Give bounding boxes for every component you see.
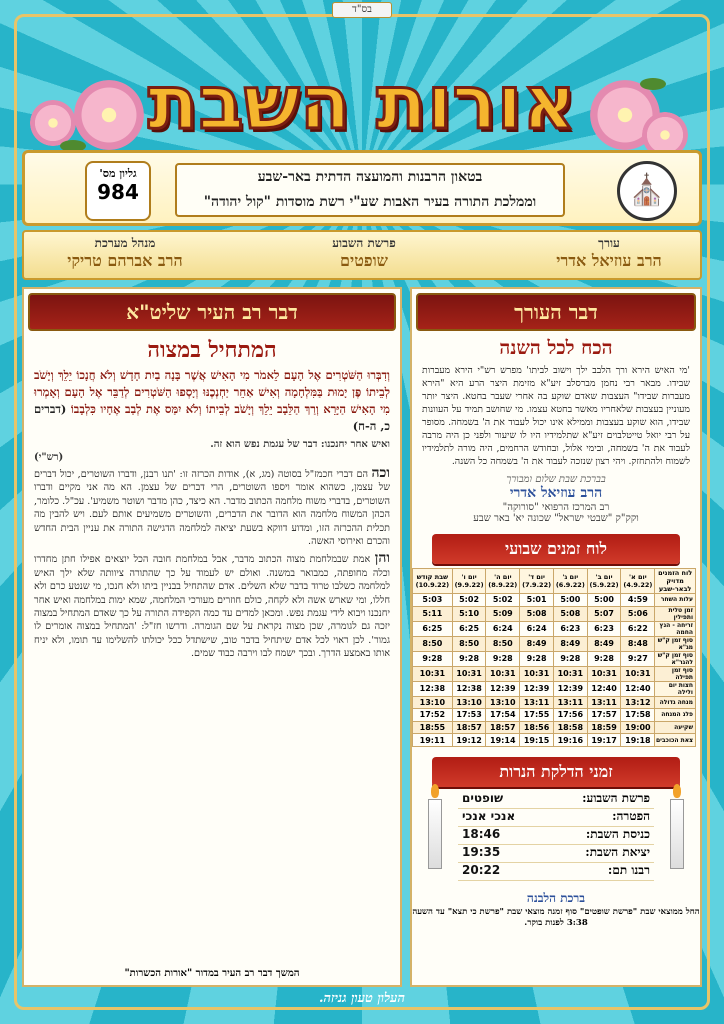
times-cell: 10:31 xyxy=(452,666,486,681)
times-cell: 5:06 xyxy=(621,606,655,621)
candle-row-label: רבנו תם: xyxy=(607,862,650,877)
times-cell: 12:40 xyxy=(621,681,655,696)
times-cell: 19:16 xyxy=(553,734,587,747)
parasha-name: שופטים xyxy=(340,251,388,270)
times-row-label: צאת הכוכבים xyxy=(655,734,696,747)
times-cell: 19:12 xyxy=(452,734,486,747)
times-row xyxy=(413,681,696,696)
day-header: יום ג' (6.9.22) xyxy=(553,569,587,594)
rabbi-paragraph-2 xyxy=(34,552,390,660)
times-cell: 10:31 xyxy=(413,666,453,681)
times-cell: 6:23 xyxy=(553,621,587,636)
times-cell: 8:48 xyxy=(621,636,655,651)
top-label: בס"ד xyxy=(332,2,392,18)
editor-heading: הכח לכל השנה xyxy=(499,337,613,359)
times-cell: 18:55 xyxy=(413,721,453,734)
times-cell: 9:27 xyxy=(621,651,655,666)
times-cell: 10:31 xyxy=(553,666,587,681)
signature-line-1: רב המרכז הרפואי "סורוקה" xyxy=(502,502,610,513)
times-cell: 9:28 xyxy=(413,651,453,666)
footer-note: העלון טעון גניזה. xyxy=(318,991,405,1006)
times-cell: 13:11 xyxy=(520,696,554,709)
leaf-icon xyxy=(640,78,666,90)
times-cell: 5:10 xyxy=(452,606,486,621)
candle-row-value: 20:22 xyxy=(462,862,501,877)
times-ribbon: לוח זמנים שבועי xyxy=(432,534,680,564)
times-cell: 17:58 xyxy=(621,709,655,722)
times-row xyxy=(413,721,696,734)
verse-source: (דברים כ, ה-ח) xyxy=(34,402,390,433)
weekly-times-table xyxy=(412,568,696,747)
times-cell: 12:39 xyxy=(486,681,520,696)
dropcap-1: וכה xyxy=(371,465,390,481)
signature-name: הרב עוזיאל אדרי xyxy=(509,485,603,501)
candle-row-value: 18:46 xyxy=(462,826,501,841)
candle-row-label: יציאת השבת: xyxy=(585,844,650,859)
header-band xyxy=(22,150,702,226)
times-cell: 5:02 xyxy=(452,594,486,607)
editor-role: עורך xyxy=(598,236,620,250)
issue-number: 984 xyxy=(97,180,139,204)
director-name: הרב אברהם טריקי xyxy=(67,251,183,270)
times-row-label: סוף זמן ק"ש מג"א xyxy=(655,636,696,651)
candle-row-label: פרשת השבוע: xyxy=(582,790,650,805)
candle-row xyxy=(458,863,654,881)
times-row xyxy=(413,594,696,607)
dropcap-2: והן xyxy=(374,550,390,567)
times-row-label: חצות יום ולילה xyxy=(655,681,696,696)
issue-label: גליון מס' xyxy=(99,167,137,180)
times-row-label: עלות השחר xyxy=(655,594,696,607)
times-cell: 12:39 xyxy=(553,681,587,696)
paragraph-1-text: הם דברי חכמז"ל בסוטה (מג, א), אודות הכרזה זו: 'תנו רבנן, ודברו השוטרים, יכול דברים של עצמן, כשהוא אומר ויספו השוטרים, הרי דברים של עצמן. הא מה אני מקיים ודברו השוטרים, בדברי משוח מלחמה הכתוב מדבר. הא כיצד, כהן מדבר ושוטר משמיע'. עכ"ל. כלומר, הכהן המשוח מלחמה הוא הדובר את הדברים, והשוטרים משמיעים אותם לעם. ויש להבין מה תכלית ההכרזה הזו, ומדוע דווקא בשעת יציאה למלחמה הדגישה התורה את עניין הבית החדש והכרם ואירוסי האשה. xyxy=(34,469,390,548)
times-cell: 4:59 xyxy=(621,594,655,607)
times-cell: 13:10 xyxy=(486,696,520,709)
editor-signature xyxy=(412,474,700,524)
director-credit xyxy=(40,236,210,271)
times-cell: 8:50 xyxy=(413,636,453,651)
times-cell: 9:28 xyxy=(520,651,554,666)
candles-ribbon: זמני הדלקת הנרות xyxy=(432,757,680,787)
times-cell: 6:23 xyxy=(587,621,621,636)
times-cell: 13:11 xyxy=(553,696,587,709)
candle-row xyxy=(458,845,654,863)
rabbi-heading: המתחיל במצוה xyxy=(147,337,277,363)
times-cell: 10:31 xyxy=(621,666,655,681)
times-row xyxy=(413,606,696,621)
times-cell: 18:58 xyxy=(553,721,587,734)
times-row xyxy=(413,696,696,709)
times-cell: 5:07 xyxy=(587,606,621,621)
times-cell: 5:08 xyxy=(553,606,587,621)
times-cell: 10:31 xyxy=(587,666,621,681)
times-row-label: סוף זמן ק"ש להגר"א xyxy=(655,651,696,666)
times-cell: 8:50 xyxy=(486,636,520,651)
moon-blessing xyxy=(412,891,700,928)
rabbi-column xyxy=(22,287,402,987)
day-header: יום א' (4.9.22) xyxy=(621,569,655,594)
times-row-label: שקיעה xyxy=(655,721,696,734)
times-cell: 17:54 xyxy=(486,709,520,722)
times-cell: 5:09 xyxy=(486,606,520,621)
times-cell: 12:38 xyxy=(452,681,486,696)
rabbi-paragraph-1 xyxy=(34,467,390,548)
times-cell: 5:00 xyxy=(553,594,587,607)
director-role: מנהל מערכת xyxy=(94,236,156,250)
times-cell: 13:10 xyxy=(413,696,453,709)
times-cell: 12:40 xyxy=(587,681,621,696)
day-header: יום ד' (7.9.22) xyxy=(520,569,554,594)
candle-row-value: 19:35 xyxy=(462,844,501,859)
candle-row-value: שופטים xyxy=(462,790,504,805)
times-cell: 19:17 xyxy=(587,734,621,747)
times-cell: 9:28 xyxy=(587,651,621,666)
times-cell: 17:57 xyxy=(587,709,621,722)
times-cell: 8:49 xyxy=(520,636,554,651)
candle-box xyxy=(418,791,694,887)
newsletter-title: אורות השבת xyxy=(147,60,577,146)
times-row xyxy=(413,636,696,651)
credits-bar xyxy=(22,230,702,280)
candle-row-label: הפטרה: xyxy=(612,808,650,823)
times-cell: 6:25 xyxy=(452,621,486,636)
times-cell: 9:28 xyxy=(452,651,486,666)
times-cell: 6:24 xyxy=(520,621,554,636)
times-cell: 19:11 xyxy=(413,734,453,747)
day-header: יום ו' (9.9.22) xyxy=(452,569,486,594)
candle-row xyxy=(458,809,654,827)
candle-list xyxy=(458,791,654,881)
times-cell: 5:08 xyxy=(520,606,554,621)
times-cell: 12:38 xyxy=(413,681,453,696)
times-row-label: מנחה גדולה xyxy=(655,696,696,709)
candle-row-value: אנכי אנכי xyxy=(462,808,516,823)
continued-note: המשך דבר רב העיר במדור "אורות הכשרות" xyxy=(124,968,300,979)
publisher-box xyxy=(175,163,565,217)
paragraph-2-text: אמת שבמלחמת מצוה הכתוב מדבר, אבל במלחמת חובה הכל יוצאים אפילו חתן מחדרו וכלה מחופתה, כמבואר במשנה. ואולם יש לעמוד על כך שהתורה ציוותה שלא ילך האיש למלחמה כשלבו טרוד בדבר שלא השלים. אדם שהתחיל בבניין ביתו ולא חנכו, מי שנטע כרם ולא חללו, ומי שארש אשה ולא לקחה, כולם חוזרים מעורכי המלחמה, שמא ימות במלחמה ואיש אחר יחנכנו ויבוא לידי עגמת נפש. ומכאן למדים עד כמה הקפידה התורה על כך שאדם המתחיל במצוה יזכה גם לגומרה, שכן מצוה נקראת על שם הגומרה. ודרשו חז"ל: 'המתחיל במצוה אומרים לו גמור'. לכן ראוי לכל אדם שיתחיל בדבר טוב, שישתדל ככל יכולתו להשלימו עד תומו, ולא יניח אותו באמצע הדרך. ובכך ישמח לבו וירבה כבוד שמים. xyxy=(34,554,390,660)
candle-row-label: כניסת השבת: xyxy=(585,826,650,841)
issue-box xyxy=(85,161,151,221)
editor-ribbon: דבר העורך xyxy=(416,293,696,331)
times-cell: 19:18 xyxy=(621,734,655,747)
publisher-line-1: בטאון הרבנות והמועצה הדתית באר-שבע xyxy=(257,169,483,185)
candle-row xyxy=(458,791,654,809)
editor-column xyxy=(410,287,702,987)
times-cell: 18:59 xyxy=(587,721,621,734)
times-row xyxy=(413,666,696,681)
editor-text: 'מי האיש הירא ורך הלבב ילך וישוב לביתו' מפרש רש"י הירא מעברות שבידו. מבאר רבי נחמן מברסלב זיע"א מזימת היצר הרע היא "הירא מעברות שבידו" העצבות שאדם שוקע בה אחרי שעבר בחטא. היצר יותר מעוניין בעצבות שלאחריו מאשר בחטא עצמו. מי שחושב תמיד על העוונות שבידו, הוא שוקע בעצבות וממילא אינו יכול לעבוד את ה' בשמחה. מסופר על רבי יואל טייטלבוים זיע"א שתלמידיו היו לו שיעור ולפני כן היה מרבה לעבוד את ה' בשמחה, ובימי אלול, ובחודש הרחמים, היה מורה לתלמידיו לשמוח ולהתחזק. ויהי רצון שנזכה לעבוד את ה' בשמחה כל השנה. xyxy=(422,365,690,467)
rashi-quote xyxy=(34,439,390,450)
times-row xyxy=(413,621,696,636)
parasha-label: פרשת השבוע xyxy=(332,236,396,250)
times-cell: 5:02 xyxy=(486,594,520,607)
times-cell: 19:14 xyxy=(486,734,520,747)
times-cell: 17:53 xyxy=(452,709,486,722)
times-row xyxy=(413,734,696,747)
times-cell: 8:49 xyxy=(553,636,587,651)
quote-text: ואיש אחר יחנכנו: דבר של עגמת נפש הוא זה. xyxy=(210,439,390,450)
publisher-line-2: וממלכת התורה בעיר האבות שע"י רשת מוסדות "קול יהודה" xyxy=(203,194,537,210)
times-row-label: זריחה - הנץ החמה xyxy=(655,621,696,636)
verse-text: וְדִבְּרוּ הַשֹּׁטְרִים אֶל הָעָם לֵאמֹר מִי הָאִישׁ אֲשֶׁר בָּנָה בַיִת חָדָשׁ וְלֹא חֲנָכוֹ יֵלֵךְ וְיָשֹׁב לְבֵיתוֹ פֶּן יָמוּת בַּמִּלְחָמָה וְאִישׁ אַחֵר יַחְנְכֶנּוּ וְיָסְפוּ הַשֹּׁטְרִים לְדַבֵּר אֶל הָעָם וְאָמְרוּ מִי הָאִישׁ הַיָּרֵא וְרַךְ הַלֵּבָב יֵלֵךְ וְיָשֹׁב לְבֵיתוֹ וְלֹא יִמַּס אֶת לְבַב אֶחָיו כִּלְבָבוֹ xyxy=(34,368,390,416)
institution-logo-icon: ⛪ xyxy=(617,161,677,221)
candle-right-icon xyxy=(670,799,684,869)
blessing: בברכת שבת שלום ומבורך xyxy=(506,474,606,485)
day-header: שבת קודש (10.9.22) xyxy=(413,569,453,594)
flower-left-small-icon xyxy=(30,100,76,146)
quote-source: (רש"י) xyxy=(34,452,64,463)
times-row xyxy=(413,651,696,666)
times-cell: 17:55 xyxy=(520,709,554,722)
times-cell: 9:28 xyxy=(553,651,587,666)
times-cell: 10:31 xyxy=(520,666,554,681)
times-cell: 13:10 xyxy=(452,696,486,709)
times-cell: 9:28 xyxy=(486,651,520,666)
times-cell: 17:52 xyxy=(413,709,453,722)
day-header: יום ב' (5.9.22) xyxy=(587,569,621,594)
times-cell: 18:57 xyxy=(452,721,486,734)
times-cell: 12:39 xyxy=(520,681,554,696)
moon-details: החל ממוצאי שבת "פרשת שופטים" סוף זמנה מוצאי שבת "פרשת כי תצא" עד השעה 3:38 לפנות בוקר. xyxy=(412,906,700,928)
times-cell: 5:01 xyxy=(520,594,554,607)
times-cell: 5:03 xyxy=(413,594,453,607)
editor-name: הרב עוזיאל אדרי xyxy=(556,251,662,270)
times-cell: 13:12 xyxy=(621,696,655,709)
times-row-label: זמן טלית ותפילין xyxy=(655,606,696,621)
times-cell: 5:00 xyxy=(587,594,621,607)
parasha-credit xyxy=(289,236,439,271)
times-cell: 10:31 xyxy=(486,666,520,681)
day-header: יום ה' (8.9.22) xyxy=(486,569,520,594)
times-cell: 6:25 xyxy=(413,621,453,636)
moon-title: ברכת הלבנה xyxy=(526,890,586,905)
times-cell: 13:11 xyxy=(587,696,621,709)
editor-credit xyxy=(534,236,684,271)
candle-left-icon xyxy=(428,799,442,869)
times-cell: 6:22 xyxy=(621,621,655,636)
times-cell: 8:50 xyxy=(452,636,486,651)
times-cell: 18:57 xyxy=(486,721,520,734)
times-cell: 5:11 xyxy=(413,606,453,621)
times-cell: 19:15 xyxy=(520,734,554,747)
times-cell: 18:56 xyxy=(520,721,554,734)
times-cell: 19:00 xyxy=(621,721,655,734)
times-row xyxy=(413,709,696,722)
signature-line-2: וקק"ק "שבטי ישראל" שכונה יא' באר שבע xyxy=(473,513,639,524)
times-row-label: סוף זמן תפילה xyxy=(655,666,696,681)
times-cell: 17:56 xyxy=(553,709,587,722)
torah-verse xyxy=(34,367,390,435)
times-row-label: פלג המנחה xyxy=(655,709,696,722)
times-label-header: לוח הזמנים מדויק לבאר-שבע xyxy=(655,569,696,594)
rabbi-ribbon: דבר רב העיר שליט"א xyxy=(28,293,396,331)
candle-row xyxy=(458,827,654,845)
times-cell: 8:49 xyxy=(587,636,621,651)
times-cell: 6:24 xyxy=(486,621,520,636)
